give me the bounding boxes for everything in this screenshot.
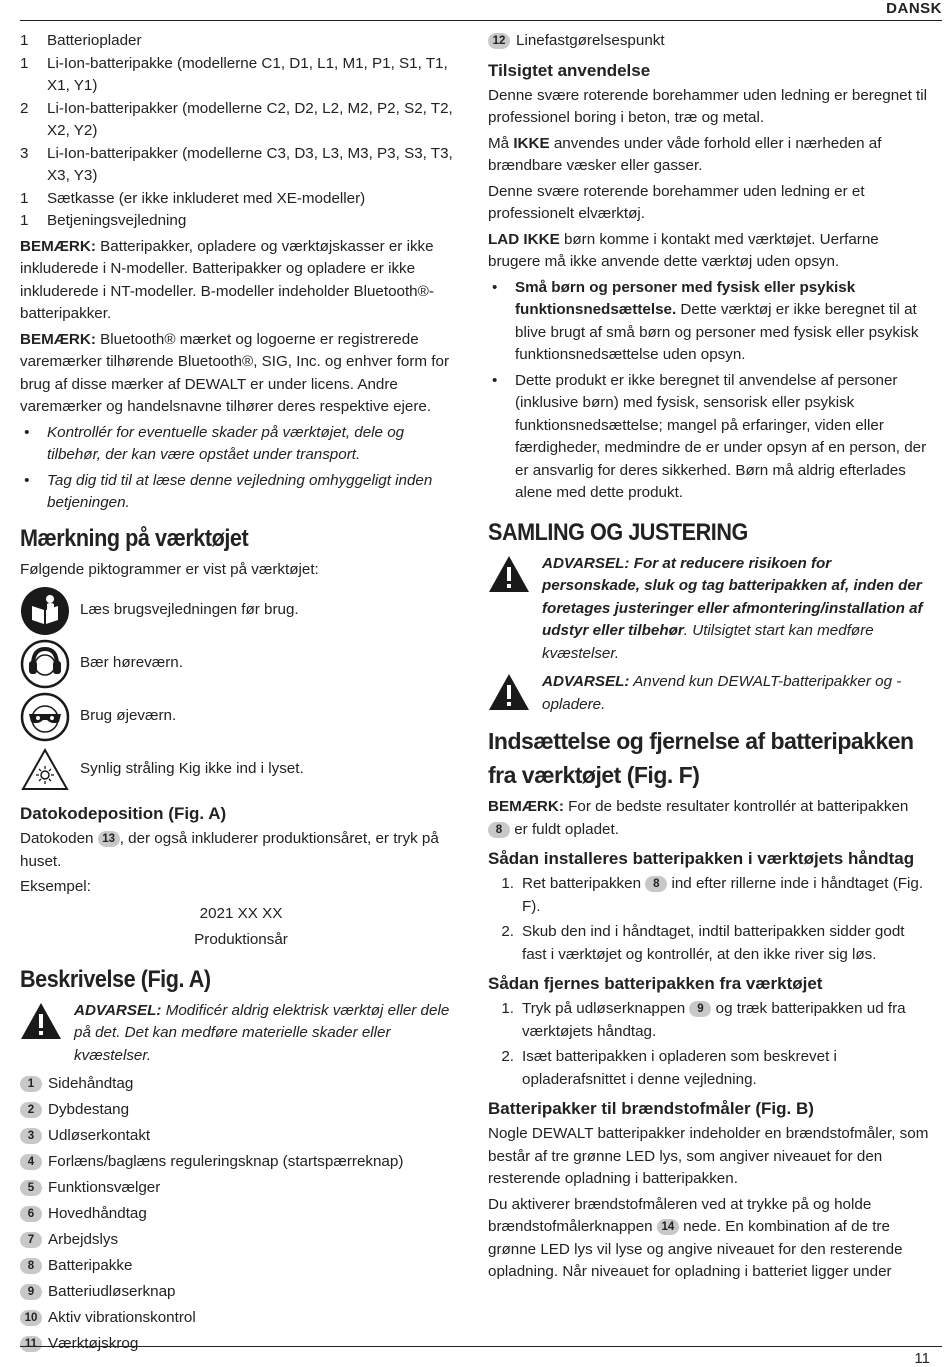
list-item: 1 Batterioplader <box>20 32 142 49</box>
paragraph: Denne svære roterende borehammer uden ledning er et professionelt elværktøj. <box>488 182 865 222</box>
callout-badge: 8 <box>20 1258 42 1274</box>
visible-radiation-icon <box>20 747 70 793</box>
safety-bullets <box>488 277 930 505</box>
list-item: 2 Li-Ion-batteripakker (modellerne C2, D2, L2, M2, P2, S2, T2, X2, Y2) <box>20 99 453 139</box>
list-item: 1. Ret batteripakken 8 ind efter rillerne inde i håndtaget (Fig. F). <box>501 875 924 915</box>
paragraph: Denne svære roterende borehammer uden ledning er beregnet til professionel boring i beton, træ og metal. <box>488 86 928 126</box>
callout-badge: 10 <box>20 1310 42 1326</box>
footer-rule <box>20 1346 942 1347</box>
section-heading-markings: Mærkning på værktøjet <box>20 524 249 552</box>
ear-protection-icon <box>20 639 70 689</box>
section-heading-fuel-gauge: Batteripakker til brændstofmåler (Fig. B) <box>488 1099 814 1118</box>
list-item: • Dette produkt er ikke beregnet til anvendelse af personer (inklusive børn) med fysisk, sensorisk eller psykisk funktionsnedsættelse; mangel på erfaringer, viden eller færdigheder, medmindre de er under opsyn af en person, der er ansvarlig for deres sikkerhed. Børn må aldrig efterlades alene med dette produkt. <box>488 370 930 505</box>
markings-intro: Følgende piktogrammer er vist på værktøjet: <box>20 560 319 578</box>
list-item: 8 Batteripakke <box>20 1255 462 1278</box>
list-item: 6 Hovedhåndtag <box>20 1203 462 1226</box>
paragraph: BEMÆRK: For de bedste resultater kontrollér at batteripakken 8 er fuldt opladet. <box>488 798 909 838</box>
warning-icon <box>488 555 530 593</box>
callout-badge: 2 <box>20 1102 42 1118</box>
list-item: 1. Tryk på udløserknappen 9 og træk batteripakken ud fra værktøjets håndtag. <box>501 1000 906 1040</box>
list-item: • Tag dig tid til at læse denne vejledning omhyggeligt inden betjeningen. <box>20 470 462 515</box>
callout-badge: 12 <box>488 33 510 49</box>
language-label: DANSK <box>886 0 942 17</box>
warning-block <box>488 553 930 666</box>
example-label: Eksempel: <box>20 878 91 895</box>
install-steps <box>488 873 930 966</box>
callout-badge: 11 <box>20 1336 42 1352</box>
list-item: 9 Batteriudløserknap <box>20 1281 462 1304</box>
parts-list <box>20 1073 462 1356</box>
list-item: 2 Dybdestang <box>20 1099 462 1122</box>
callout-badge: 5 <box>20 1180 42 1196</box>
warning-text: ADVARSEL: Modificér aldrig elektrisk værktøj eller dele på det. Det kan medføre materielle skader eller kvæstelser. <box>74 1001 450 1064</box>
list-item: 3 Udløserkontakt <box>20 1125 462 1148</box>
section-heading-datecode: Datokodeposition (Fig. A) <box>20 804 227 823</box>
callout-badge: 14 <box>657 1219 679 1235</box>
right-column <box>488 30 930 1287</box>
callout-badge: 7 <box>20 1232 42 1248</box>
parts-list-continued <box>488 30 930 53</box>
list-item: 2. Skub den ind i håndtaget, indtil batteripakken sidder godt fast i værktøjet og kontrollér, at den ikke river sig løs. <box>501 923 905 963</box>
paragraph: Du aktiverer brændstofmåleren ved at trykke på og holde brændstofmålerknappen 14 nede. En kombination af de tre grønne LED lys vil lyse og angive niveauet for den resterende opladning. Når niveauet for opladning i batteriet ligger under <box>488 1195 903 1280</box>
list-item: 10 Aktiv vibrationskontrol <box>20 1307 462 1330</box>
list-item: 2. Isæt batteripakken i opladeren som beskrevet i opladerafsnittet i denne vejledning. <box>501 1048 837 1088</box>
left-column <box>20 30 462 1359</box>
callout-badge: 8 <box>488 822 510 838</box>
list-item: 5 Funktionsvælger <box>20 1177 462 1200</box>
warning-text: ADVARSEL: Anvend kun DEWALT-batteripakker og -opladere. <box>542 673 902 713</box>
pictogram-label: Læs brugsvejledningen før brug. <box>80 601 299 619</box>
page-number: 11 <box>914 1350 930 1367</box>
section-heading-assembly: SAMLING OG JUSTERING <box>488 518 748 546</box>
list-item: 4 Forlæns/baglæns reguleringsknap (startspærreknap) <box>20 1151 462 1174</box>
list-item: • Kontrollér for eventuelle skader på værktøjet, dele og tilbehør, der kan være opstået under transport. <box>20 422 462 467</box>
remove-steps <box>488 998 930 1091</box>
section-heading-intended-use: Tilsigtet anvendelse <box>488 60 651 80</box>
note-paragraph: BEMÆRK: Bluetooth® mærket og logoerne er registrerede varemærker tilhørende Bluetooth®, SIG, Inc. og enhver form for brug af disse mærker af DEWALT er under licens. Andre varemærker og handelsnavne tilhører deres respektive ejere. <box>20 330 450 415</box>
read-manual-icon <box>20 586 70 636</box>
pictogram-label: Bær høreværn. <box>80 654 183 672</box>
warning-icon <box>20 1002 62 1040</box>
example-caption: Produktionsår <box>194 931 288 948</box>
section-heading-battery: Indsættelse og fjernelse af batteripakken fra værktøjet (Fig. F) <box>488 728 914 788</box>
section-heading-remove: Sådan fjernes batteripakken fra værktøjet <box>488 974 823 993</box>
datecode-paragraph: Datokoden 13 , der også inkluderer produktionsåret, er tryk på huset. <box>20 830 439 870</box>
list-item: 11 Værktøjskrog <box>20 1333 462 1356</box>
section-heading-description: Beskrivelse (Fig. A) <box>20 965 211 993</box>
paragraph: Må IKKE anvendes under våde forhold eller i nærheden af brændbare væsker eller gasser. <box>488 134 882 174</box>
callout-badge: 13 <box>98 831 120 847</box>
list-item: 1 Betjeningsvejledning <box>20 212 187 229</box>
callout-badge: 6 <box>20 1206 42 1222</box>
list-item: 1 Li-Ion-batteripakke (modellerne C1, D1, L1, M1, P1, S1, T1, X1, Y1) <box>20 54 448 94</box>
section-heading-install: Sådan installeres batteripakken i værktøjets håndtag <box>488 849 915 868</box>
paragraph: Nogle DEWALT batteripakker indeholder en brændstofmåler, som består af tre grønne LED lys, som angiver niveauet for den resterende opladning i batteripakken. <box>488 1125 929 1187</box>
pictogram-row <box>20 637 462 690</box>
pictogram-label: Synlig stråling Kig ikke ind i lyset. <box>80 760 304 778</box>
warning-block <box>20 1000 462 1068</box>
list-item: 7 Arbejdslys <box>20 1229 462 1252</box>
list-item: • Små børn og personer med fysisk eller psykisk funktionsnedsættelse. Dette værktøj er ikke beregnet til at blive brugt af små børn og personer med fysisk eller psykisk funktionsnedsættelse uden opsyn. <box>488 277 930 367</box>
check-bullets <box>20 422 462 515</box>
warning-block <box>488 671 930 716</box>
pictogram-row <box>20 584 462 637</box>
list-item: 1 Sætkasse (er ikke inkluderet med XE-modeller) <box>20 189 366 207</box>
callout-badge: 9 <box>20 1284 42 1300</box>
eye-protection-icon <box>20 692 70 742</box>
example-code: 2021 XX XX <box>199 904 283 922</box>
callout-badge: 1 <box>20 1076 42 1092</box>
callout-badge: 3 <box>20 1128 42 1144</box>
warning-icon <box>488 673 530 711</box>
pictogram-row <box>20 690 462 743</box>
warning-text: ADVARSEL: For at reducere risikoen for personskade, sluk og tag batteripakken af, inden der foretages justeringer eller afmontering/installation af udstyr eller tilbehør. Utilsigtet start kan medføre kvæstelser. <box>542 554 923 662</box>
contents-list <box>20 30 462 233</box>
note-paragraph: BEMÆRK: Batteripakker, opladere og værktøjskasser er ikke inkluderede i N-modeller. Batteripakker og opladere er ikke inkluderede i NT-modeller. B-modeller indeholder Bluetooth®-batteripakker. <box>20 237 434 322</box>
paragraph: LAD IKKE børn komme i kontakt med værktøjet. Uerfarne brugere må ikke anvende dette værktøj uden opsyn. <box>488 230 879 270</box>
list-item: 1 Sidehåndtag <box>20 1073 462 1096</box>
pictogram-row <box>20 743 462 796</box>
pictogram-label: Brug øjeværn. <box>80 707 177 725</box>
callout-badge: 4 <box>20 1154 42 1170</box>
list-item: 3 Li-Ion-batteripakker (modellerne C3, D3, L3, M3, P3, S3, T3, X3, Y3) <box>20 144 453 184</box>
header-rule <box>20 20 942 21</box>
list-item: 12 Linefastgørelsespunkt <box>488 30 930 53</box>
callout-badge: 8 <box>645 876 667 892</box>
callout-badge: 9 <box>689 1001 711 1017</box>
